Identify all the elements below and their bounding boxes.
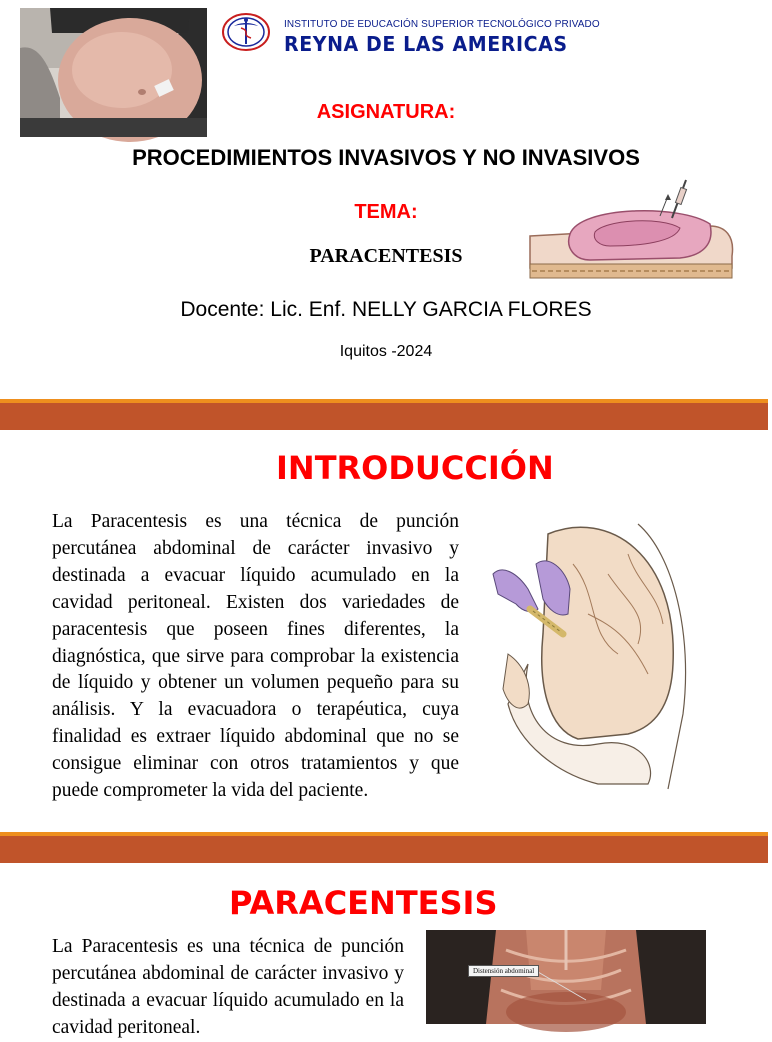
abdominal-section-illustration bbox=[510, 176, 740, 288]
place-year: Iquitos -2024 bbox=[339, 343, 433, 360]
introduction-text: La Paracentesis es una técnica de punción percutánea abdominal de carácter invasivo y destinada a evacuar líquido acumulado en la cavidad peritoneal. Existen dos variedades de paracentesis que poseen fines diferentes, la diagnóstica, que sirve para comprobar la existencia de líquido y obtener un volumen pequeño para su análisis. Y la evacuadora o terapéutica, cuya finalidad es extraer líquido abdominal que no se consigue eliminar con otros tratamientos y que puede comprometer la vida del paciente. bbox=[52, 511, 459, 802]
slide-divider bbox=[0, 832, 768, 863]
abdominal-distension-image bbox=[426, 930, 706, 1024]
teacher-line: Docente: Lic. Enf. NELLY GARCIA FLORES bbox=[180, 298, 592, 321]
image-label: Distensión abdominal bbox=[468, 965, 539, 977]
medical-caduceus-logo bbox=[222, 12, 270, 52]
slide-divider bbox=[0, 399, 768, 430]
paracentesis-title: PARACENTESIS bbox=[229, 884, 498, 922]
subject-label: ASIGNATURA: bbox=[316, 101, 456, 123]
topic-value: PARACENTESIS bbox=[309, 245, 463, 267]
paracentesis-procedure-illustration bbox=[488, 514, 694, 796]
paracentesis-text: La Paracentesis es una técnica de punción percutánea abdominal de carácter invasivo y destinada a evacuar líquido acumulado en la cavidad peritoneal. bbox=[52, 936, 404, 1038]
institution-name-small: INSTITUTO DE EDUCACIÓN SUPERIOR TECNOLÓGICO PRIVADO bbox=[284, 19, 600, 30]
course-title: PROCEDIMIENTOS INVASIVOS Y NO INVASIVOS bbox=[132, 145, 640, 170]
topic-label: TEMA: bbox=[354, 201, 418, 223]
introduction-title: INTRODUCCIÓN bbox=[276, 449, 554, 487]
institution-name: REYNA DE LAS AMERICAS bbox=[284, 32, 568, 56]
